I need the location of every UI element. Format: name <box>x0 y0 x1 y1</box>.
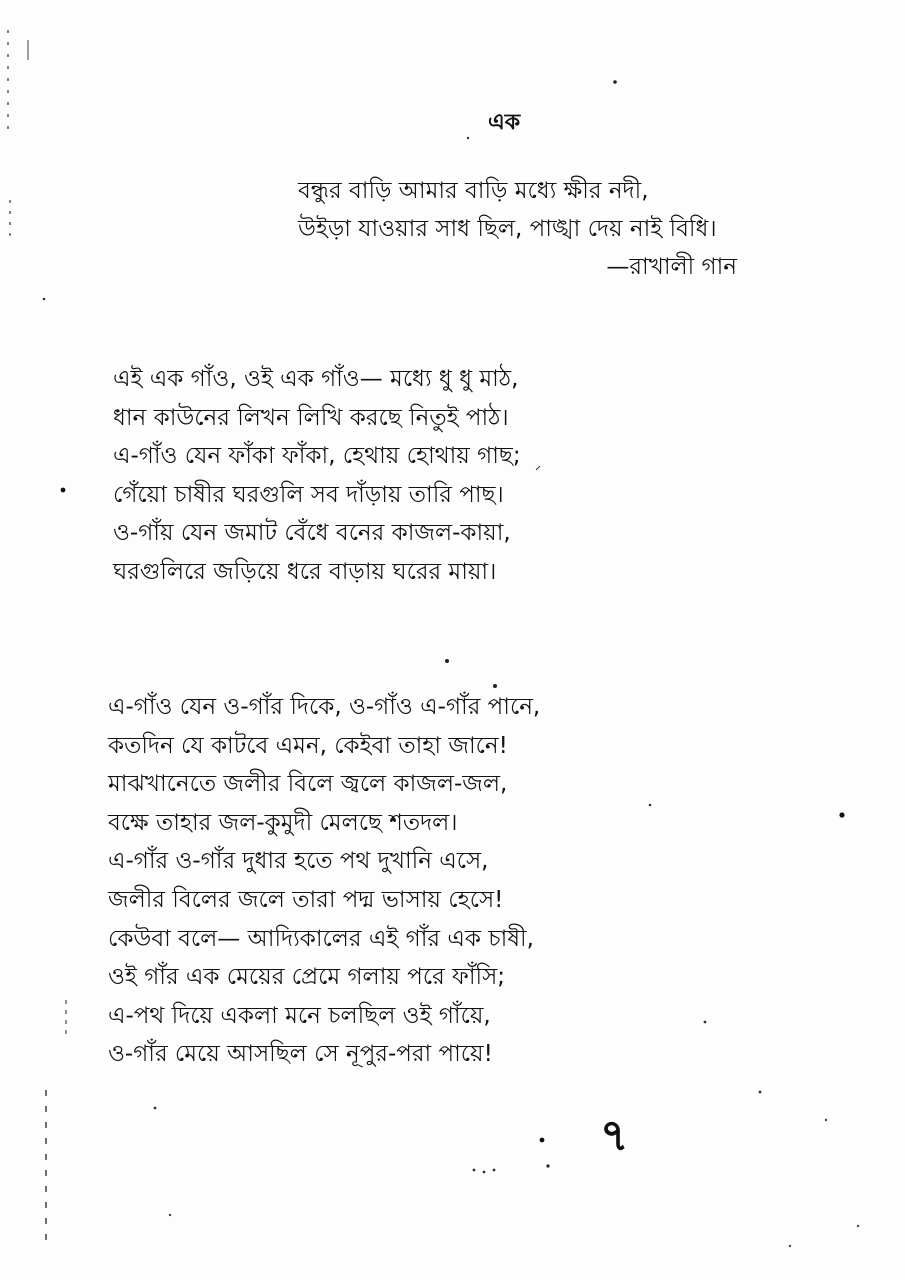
verse-line: বক্ষে তাহার জল-কুমুদী মেলছে শতদল। <box>108 809 458 836</box>
verse-line: এ-গাঁও যেন ও-গাঁর দিকে, ও-গাঁও এ-গাঁর পানে, <box>108 694 541 720</box>
page-number: ৭ <box>600 1110 629 1161</box>
verse-line: ওই গাঁর এক মেয়ের প্রেমে গলায় পরে ফাঁসি; <box>108 964 506 991</box>
verse-line: এ-গাঁর ও-গাঁর দুধার হতে পথ দুখানি এসে, <box>108 848 489 875</box>
stanza-1 <box>113 360 573 592</box>
verse-line: ও-গাঁর মেয়ে আসছিল সে নূপুর-পরা পায়ে! <box>108 1041 493 1068</box>
verse-line: এই এক গাঁও, ওই এক গাঁও— মধ্যে ধু ধু মাঠ, <box>113 366 519 392</box>
epigraph-line: বন্ধুর বাড়ি আমার বাড়ি মধ্যে ক্ষীর নদী, <box>298 178 649 204</box>
verse-line: কেউবা বলে— আদ্যিকালের এই গাঁর এক চাষী, <box>108 925 534 952</box>
verse-line: এ-গাঁও যেন ফাঁকা ফাঁকা, হেথায় হোথায় গাছ; <box>113 443 521 470</box>
verse-line: গেঁয়ো চাষীর ঘরগুলি সব দাঁড়ায় তারি পাছ। <box>113 481 504 508</box>
epigraph-attribution: —রাখালী গান <box>606 254 737 280</box>
chapter-title: এক <box>488 110 521 135</box>
verse-line: এ-পথ দিয়ে একলা মনে চলছিল ওই গাঁয়ে, <box>108 1002 491 1029</box>
verse-line: ঘরগুলিরে জড়িয়ে ধরে বাড়ায় ঘরের মায়া। <box>113 558 497 585</box>
verse-line: ধান কাউনের লিখন লিখি করছে নিতুই পাঠ। <box>113 404 509 431</box>
verse-line: মাঝখানেতে জলীর বিলে জ্বলে কাজল-জল, <box>108 771 508 798</box>
verse-line: ও-গাঁয় যেন জমাট বেঁধে বনের কাজল-কায়া, <box>113 520 511 547</box>
epigraph-line: উইড়া যাওয়ার সাধ ছিল, পাঙ্খা দেয় নাই বিধি। <box>298 216 717 242</box>
epigraph <box>298 172 768 248</box>
verse-line: কতদিন যে কাটবে এমন, কেইবা তাহা জানে! <box>108 732 508 759</box>
stanza-2 <box>108 688 578 1074</box>
verse-line: জলীর বিলের জলে তারা পদ্ম ভাসায় হেসে! <box>108 886 504 913</box>
